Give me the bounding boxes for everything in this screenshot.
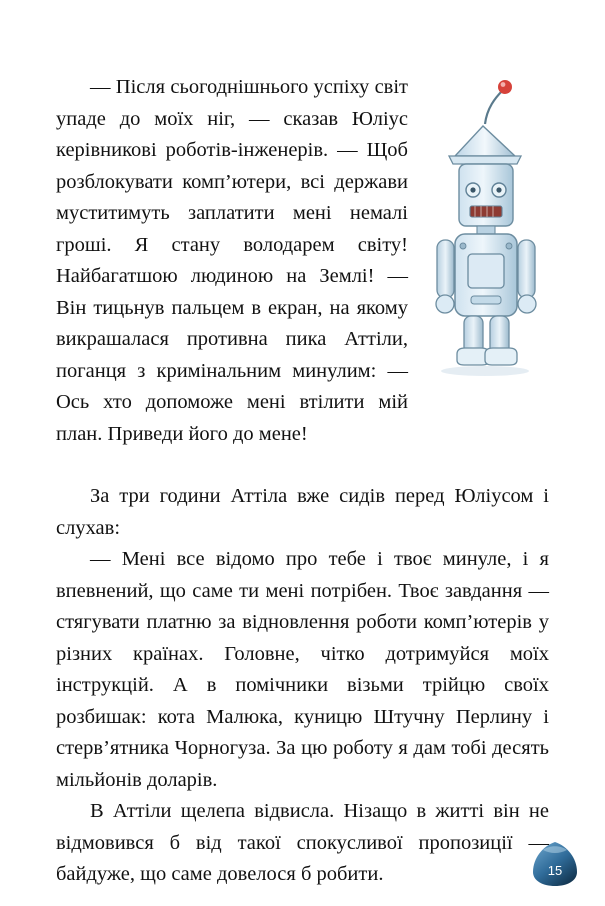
paragraph-3: — Мені все відомо про тебе і твоє минуле, і я впевнений, що саме ти мені потрібен. Твоє завдання — стягувати платню за відновлення роботи комп’ютерів у різних країнах. Головне, чітко дотримуйся моїх інструкцій. А в помічники візьми трійцю своїх розбишак: кота Малюка, куницю Штучну Перлину і стерв’ятника Чорногуза. За цю роботу я дам тобі десять мільйонів доларів. xyxy=(56,548,549,791)
paragraph-2: За три години Аттіла вже сидів перед Юліусом і слухав: xyxy=(56,485,549,539)
paragraph-4: В Аттіли щелепа відвисла. Нізащо в житті він не відмовився б від такої спокусливої пропозиції — байдуже, що саме довелося б робити. xyxy=(56,800,549,885)
page-text xyxy=(56,72,549,891)
page-number: 15 xyxy=(547,863,563,878)
paragraph-gap xyxy=(56,450,549,481)
paragraph-1: — Після сьогоднішнього успіху світ упаде до моїх ніг, — сказав Юліус керівникові роботів-інженерів. — Щоб розблокувати комп’ютери, всі держави муститимуть заплатити мені немалі гроші. Я стану володарем світу! Найбагатшою людиною на Землі! — Він тицьнув пальцем в екран, на якому викрашалася противна пика Аттіли, поганця з кримінальним минулим: — Ось хто допоможе мені втілити мій план. Приведи його до мене! xyxy=(56,76,408,445)
